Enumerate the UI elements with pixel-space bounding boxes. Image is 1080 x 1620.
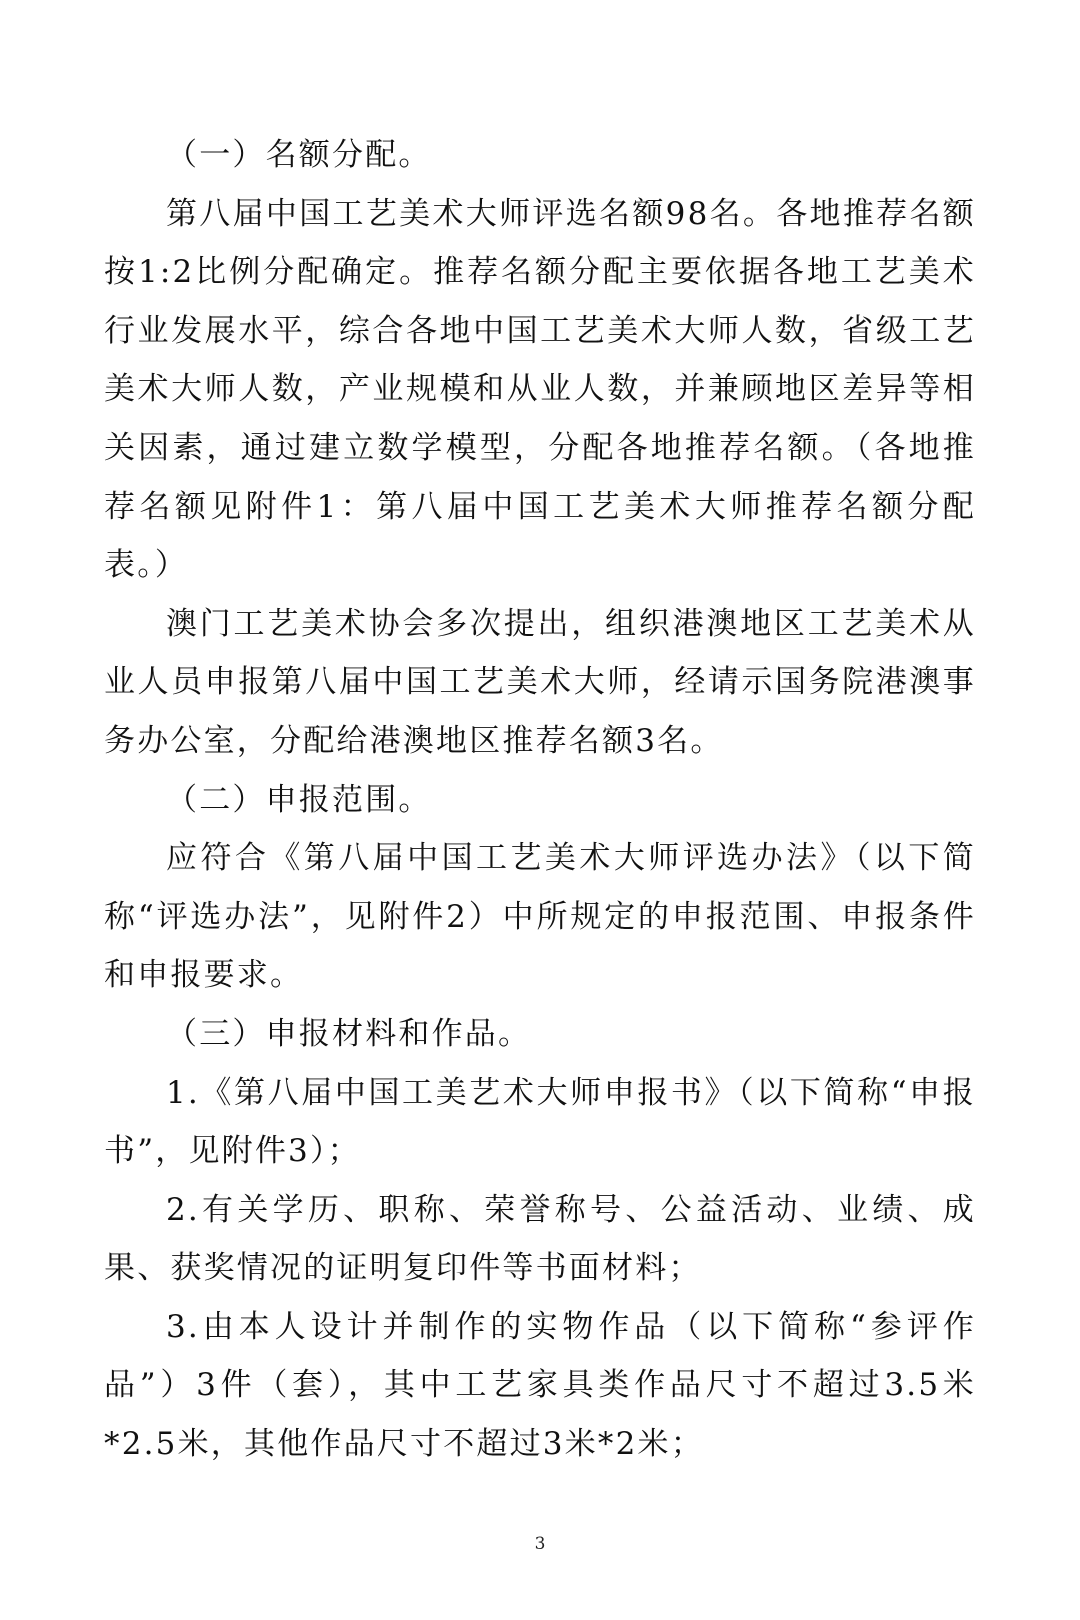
- list-item-application-form: 1.《第八届中国工美艺术大师申报书》（以下简称“申报书”，见附件3）；: [104, 1074, 976, 1170]
- section-heading-materials: （三）申报材料和作品。: [166, 1015, 532, 1052]
- paragraph-hk-macao-quota: 澳门工艺美术协会多次提出，组织港澳地区工艺美术从业人员申报第八届中国工艺美术大师，经请示国务院港澳事务办公室，分配给港澳地区推荐名额3名。: [104, 605, 976, 759]
- list-item-works: 3.由本人设计并制作的实物作品（以下简称“参评作品”）3件（套），其中工艺家具类作品尺寸不超过3.5米*2.5米，其他作品尺寸不超过3米*2米；: [104, 1308, 976, 1463]
- page-number: 3: [534, 1534, 546, 1554]
- section-heading-scope: （二）申报范围。: [166, 781, 432, 818]
- document-body: [104, 126, 976, 1474]
- paragraph-scope: 应符合《第八届中国工艺美术大师评选办法》（以下简称“评选办法”，见附件2）中所规定的申报范围、申报条件和申报要求。: [104, 840, 976, 994]
- list-item-certificates: 2.有关学历、职称、荣誉称号、公益活动、业绩、成果、获奖情况的证明复印件等书面材料；: [104, 1191, 976, 1287]
- section-heading-quota: （一）名额分配。: [166, 137, 432, 173]
- paragraph-quota-allocation: 第八届中国工艺美术大师评选名额98名。各地推荐名额按1:2比例分配确定。推荐名额分配主要依据各地工艺美术行业发展水平，综合各地中国工艺美术大师人数，省级工艺美术大师人数，产业规模和从业人数，并兼顾地区差异等相关因素，通过建立数学模型，分配各地推荐名额。（各地推荐名额见附件1：第八届中国工艺美术大师推荐名额分配表。）: [104, 195, 976, 584]
